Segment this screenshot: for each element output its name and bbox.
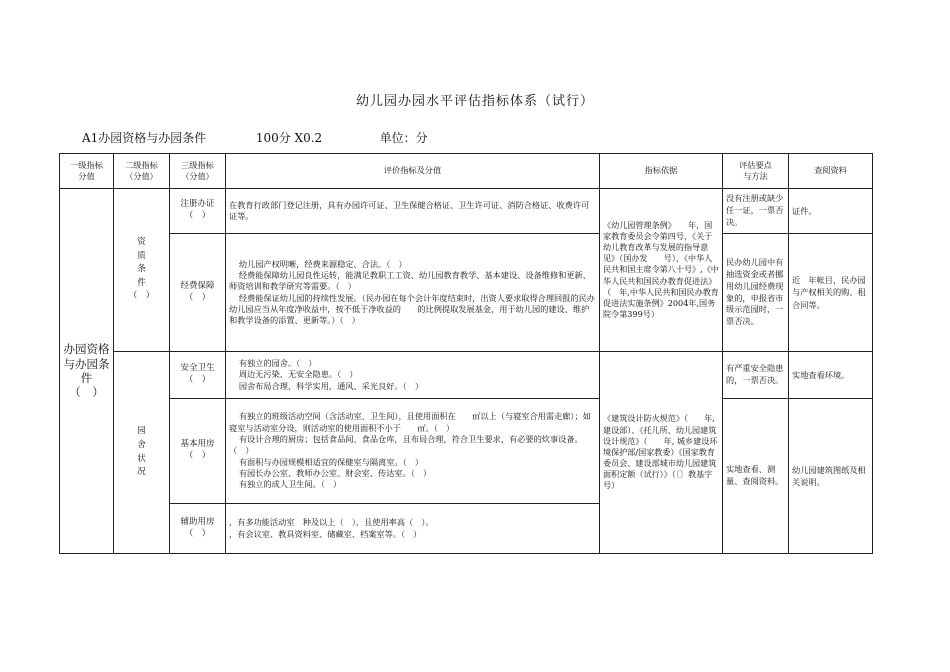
header-label: 二级指标 （分值） [125,159,158,181]
criteria-line: 有独立的园舍。（ ） [238,358,317,369]
header-cell [226,154,600,189]
header-label: 一级指标 分值 [70,159,103,181]
level1-label: 办园资格与办园条件 （ ） [63,342,110,400]
unit-label: 单位：分 [379,131,428,145]
criteria-line: 在教育行政部门登记注册，具有办园许可证、卫生保健合格证、卫生许可证、消防合格证、收费许可证等。 [229,199,590,221]
criteria-cell [226,234,600,352]
level3-cell [170,234,226,352]
level2-label: 资 质 条 件 （ ） [128,237,155,302]
header-cell [170,154,226,189]
method-cell [723,352,789,399]
level3-label: 辅助用房 （ ） [180,516,215,539]
level2-label: 园 舍 状 况 [137,426,146,478]
section-name: A1办园资格与办园条件 [82,131,207,145]
method-text: 民办幼儿园中有抽选资金或者挪用幼儿园经费现象的，申报省市级示范园时，一票否决。 [726,256,784,327]
method-text: 有严重安全隐患的，一票否决。 [726,363,784,385]
criteria-cell [226,504,600,554]
level3-label: 注册办证 （ ） [180,199,215,221]
criteria-line: 有独立的班级活动空间（含活动室、卫生间），且使用面积在 ㎡以上（与寝室合用需走廊）；如寝室与活动室分设，则活动室的使用面积不小于 ㎡。（ ） [229,411,591,433]
header-label: 三级指标 （分值） [181,159,214,181]
table-row [60,234,873,352]
header-label: 评估要点 与方法 [739,159,772,181]
header-cell [723,154,789,189]
method-cell [723,189,789,234]
criteria-line: ，有会议室、教具资料室、储藏室、档案室等。（ ） [229,528,422,539]
level3-label: 基本用房 （ ） [180,439,215,461]
method-cell [723,234,789,352]
refs-text: 近 年帐目，民办园与产权相关的购、租合同等。 [792,275,866,310]
level3-cell [170,504,226,554]
header-label: 指标依据 [644,165,678,176]
section-subheader [82,129,428,146]
table-row [60,352,873,399]
table-row [60,189,873,234]
criteria-cell [226,399,600,504]
level1-cell [60,189,114,554]
basis-text: 《幼儿园管理条例》 年，国家教育委员会令第四号，《关于幼儿教育改革与发展的指导意见》（国办发 号），《中华人民共和国主席令第八十号》,《中华人民共和国民办教育促进法》（ 年,中华人民共和国民办教育促进法实施条例》2004年,国务院令第399号） [603,219,719,320]
basis-cell [600,352,729,554]
header-cell [114,154,170,189]
refs-cell [789,399,873,554]
basis-cell [600,189,723,352]
level2-cell [114,189,170,352]
criteria-line: 经费能保证幼儿园的持续性发展。（民办园在每个会计年度结束时，出资人要求取得合理回报的民办幼儿园应当从年度净收益中，按不低于净收益的 的比例提取发展基金，用于幼儿园的建设、维护和教学设备的添置、更新等。）（ ） [229,292,595,326]
evaluation-table [59,153,873,554]
level3-label: 经费保障 （ ） [180,280,215,303]
method-text: 实地查看、测量、查阅资料。 [726,464,784,486]
criteria-line: 有园长办公室、教师办公室、财会室、传达室。（ ） [238,467,432,478]
refs-text: 实地查看环境。 [792,369,850,380]
header-cell [600,154,723,189]
level3-cell [170,399,226,504]
refs-cell [789,234,873,352]
header-row [60,154,873,189]
criteria-line: 幼儿园产权明晰，经费来源稳定、合法。（ ） [238,258,407,269]
header-cell [60,154,114,189]
basis-text: 《建筑设计防火规范》（ 年,建设部）、《托儿所、幼儿园建筑设计规范》（ 年, 城乡建设环境保护部/国家教委）《国家教育委员会、建设部城市幼儿园建筑面积定额（试行）》（〔〕教基字 号） [603,413,729,491]
refs-cell [789,352,873,399]
level3-label: 安全卫生 （ ） [180,363,215,385]
criteria-line: 园舍布局合理，科学实用，通风、采光良好。（ ） [238,380,424,391]
header-label: 评价指标及分值 [383,165,442,176]
criteria-cell [226,189,600,234]
criteria-line: 有设计合理的厨房；包括食品间、食品仓库，且布局合理，符合卫生要求，有必要的炊事设备。（ ） [229,434,583,456]
level2-cell [114,352,170,554]
document-title: 幼儿园办园水平评估指标体系（试行） [355,94,594,109]
criteria-line: 有独立的成人卫生间。（ ） [238,479,342,490]
criteria-line: 周边无污染、无安全隐患。（ ） [238,369,358,380]
level3-cell [170,352,226,399]
criteria-line: 经费能保障幼儿园良性运转，能满足教职工工资、幼儿园教育教学、基本建设、设备维修和更新、师资培训和教学研究等需要。（ ） [229,269,591,292]
method-cell [723,399,789,554]
criteria-cell [226,352,600,399]
header-cell [789,154,873,189]
level3-cell [170,189,226,234]
method-text: 没有注册或缺少任一证，一票否决。 [726,193,784,227]
refs-text: 证件。 [792,205,817,216]
header-label: 查阅资料 [814,165,847,176]
criteria-line: 有面积与办园规模相适宜的保健室与隔离室。（ ） [238,456,424,467]
refs-text: 幼儿园建筑图纸及相关说明。 [792,464,866,487]
criteria-line: ，有多功能活动室 种及以上（ ），且使用率高（ ）。 [229,517,434,528]
table-row [60,399,873,504]
section-score: 100分 X0.2 [255,131,323,145]
refs-cell [789,189,873,234]
